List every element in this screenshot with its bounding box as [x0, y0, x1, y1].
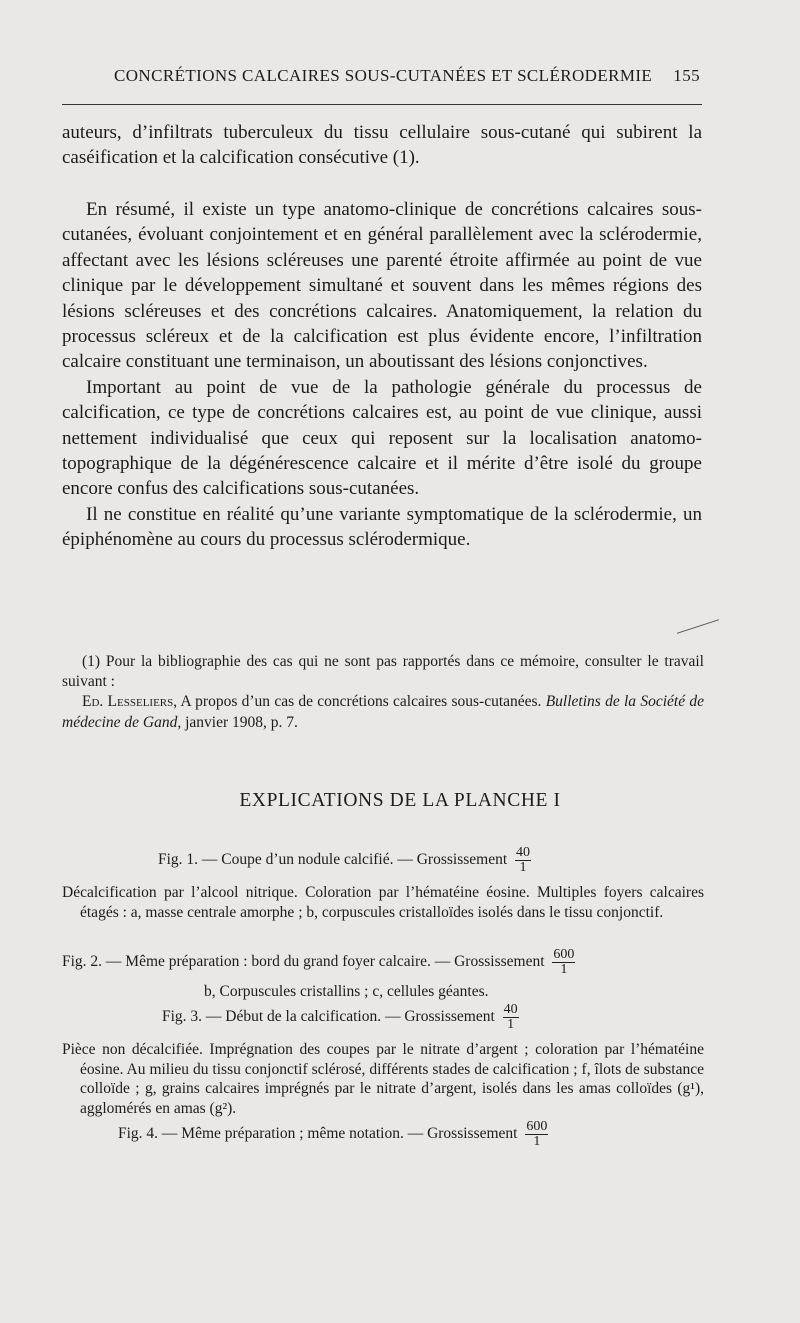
figure-3-description: Pièce non décalcifiée. Imprégnation des coupes par le nitrate d’argent ; coloration par l’hématéine éosine. Au milieu du tissu conjonctif sclérosé, différents stades de calcification ; f, îlots de substance colloïde ; g, grains calcaires imprégnés par le nitrate d’argent, isolés dans les amas colloïdes (g¹), agglomérés en amas (g²). [62, 1041, 704, 1117]
figure-1-caption: Fig. 1. — Coupe d’un nodule calcifié. — Grossissement $\frac{40}{1}$ [158, 845, 531, 875]
figure-2-description: b, Corpuscules cristallins ; c, cellules géantes. [204, 983, 489, 1000]
running-header [62, 62, 700, 92]
footnote-line: (1) Pour la bibliographie des cas qui ne sont pas rapportés dans ce mémoire, consulter le travail suivant : [62, 653, 704, 691]
body-paragraph-1: auteurs, d’infiltrats tuberculeux du tissu cellulaire sous-cutané qui subirent la caséification et la calcification consécutive (1). [62, 122, 702, 169]
page-number: 155 [673, 66, 700, 85]
footnote-reference: Ed. Lesseliers, A propos d’un cas de concrétions calcaires sous-cutanées. Bulletins de la Société de médecine de Gand, janvier 1908, p. 7. [62, 693, 704, 731]
magnification-fraction: $\frac{600}{1}$ [553, 947, 575, 977]
footnote-rule [677, 619, 719, 634]
footnote-journal: Bulletins de la Société de médecine de Gand, [62, 693, 704, 731]
magnification-fraction: $\frac{40}{1}$ [516, 845, 531, 875]
header-rule [62, 104, 702, 105]
magnification-fraction: $\frac{600}{1}$ [526, 1119, 548, 1149]
section-title: EXPLICATIONS DE LA PLANCHE I [239, 790, 561, 811]
figure-4-caption: Fig. 4. — Même préparation ; même notation. — Grossissement $\frac{600}{1}$ [118, 1119, 548, 1149]
figure-3-caption: Fig. 3. — Début de la calcification. — Grossissement $\frac{40}{1}$ [162, 1002, 518, 1032]
footnote [62, 652, 704, 733]
footnote-author: Ed. Lesseliers [82, 693, 174, 711]
figure-1-description: Décalcification par l’alcool nitrique. Coloration par l’hématéine éosine. Multiples foyers calcaires étagés : a, masse centrale amorphe ; b, corpuscules cristalloïdes isolés dans le tissu conjonctif. [62, 884, 704, 921]
figure-2-caption: Fig. 2. — Même préparation : bord du grand foyer calcaire. — Grossissement $\frac{600}{1}$ [62, 947, 575, 977]
body-section [62, 197, 702, 553]
magnification-fraction: $\frac{40}{1}$ [503, 1002, 518, 1032]
running-title: CONCRÉTIONS CALCAIRES SOUS-CUTANÉES ET SCLÉRODERMIE [114, 66, 653, 85]
body-paragraph-4: Il ne constitue en réalité qu’une variante symptomatique de la sclérodermie, un épiphénomène au cours du processus sclérodermique. [62, 503, 702, 551]
body-paragraph-2: En résumé, il existe un type anatomo-clinique de concrétions calcaires sous-cutanées, évoluant conjointement et en général parallèlement avec la sclérodermie, affectant avec les lésions scléreuses une parenté étroite affirmée au point de vue clinique par le développement simultané et souvent dans les mêmes régions des lésions scléreuses et des concrétions calcaires. Anatomiquement, la relation du processus scléreux et de la calcification est plus évidente encore, l’infiltration calcaire constituant une terminaison, un aboutissant des lésions conjonctives. [62, 199, 702, 373]
body-paragraph-3: Important au point de vue de la pathologie générale du processus de calcification, ce type de concrétions calcaires est, au point de vue clinique, aussi nettement individualisé que ceux qui reposent sur la localisation anatomo-topographique de la dégénérescence calcaire et il mérite d’être isolé du groupe encore confus des calcifications sous-cutanées. [62, 376, 702, 500]
